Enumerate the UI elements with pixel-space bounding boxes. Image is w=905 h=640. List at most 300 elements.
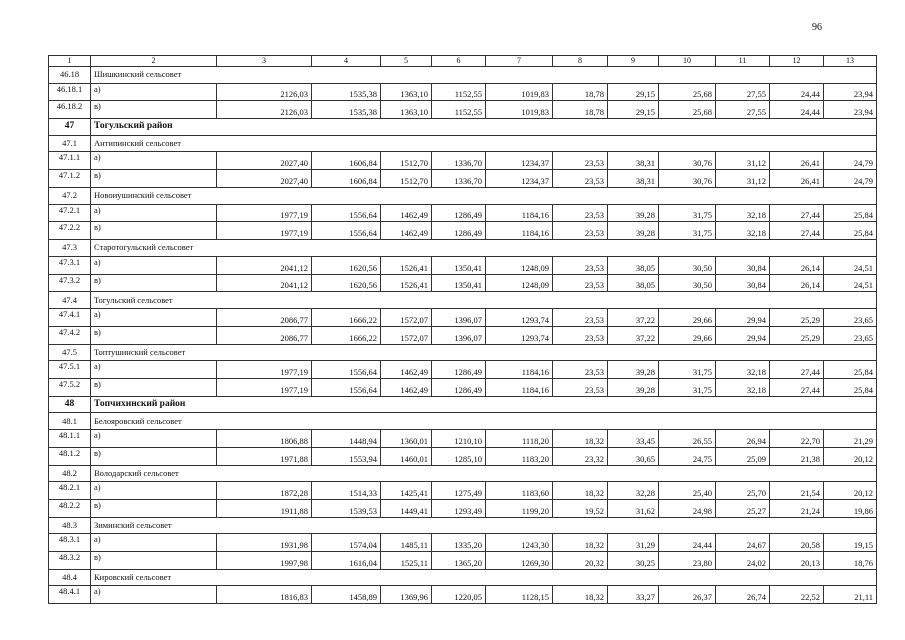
- value-cell: 30,84: [716, 256, 770, 274]
- value-cell: 38,05: [608, 256, 659, 274]
- column-header: 12: [770, 56, 824, 67]
- section-row: [49, 465, 877, 482]
- value-cell: 1931,98: [217, 534, 312, 552]
- table-row: [49, 83, 877, 101]
- column-header: 13: [824, 56, 877, 67]
- value-cell: 1512,70: [381, 152, 432, 170]
- section-name: Шишкинский сельсовет: [91, 67, 877, 84]
- value-cell: 32,18: [716, 222, 770, 240]
- value-cell: 23,80: [659, 552, 716, 570]
- row-index: 47.2: [49, 187, 91, 204]
- value-cell: 27,44: [770, 222, 824, 240]
- value-cell: 27,55: [716, 101, 770, 119]
- value-cell: 23,53: [553, 308, 608, 326]
- value-cell: 20,13: [770, 552, 824, 570]
- value-cell: 1293,74: [486, 326, 553, 344]
- value-cell: 31,75: [659, 361, 716, 379]
- value-cell: 24,79: [824, 152, 877, 170]
- value-cell: 26,14: [770, 256, 824, 274]
- value-cell: 1183,20: [486, 447, 553, 465]
- row-index: 47.1.1: [49, 152, 91, 170]
- value-cell: 21,29: [824, 429, 877, 447]
- value-cell: 24,51: [824, 274, 877, 292]
- row-index: 47.1: [49, 135, 91, 152]
- value-cell: 1574,04: [312, 534, 381, 552]
- value-cell: 1275,49: [432, 482, 486, 500]
- value-cell: 32,18: [716, 361, 770, 379]
- section-name: Топтушинский сельсовет: [91, 344, 877, 361]
- value-cell: 1816,83: [217, 586, 312, 604]
- value-cell: 24,44: [770, 83, 824, 101]
- section-row: [49, 292, 877, 309]
- value-cell: 24,75: [659, 447, 716, 465]
- value-cell: 1572,07: [381, 326, 432, 344]
- value-cell: 1620,56: [312, 256, 381, 274]
- section-name: Белояровский сельсовет: [91, 413, 877, 430]
- value-cell: 1019,83: [486, 83, 553, 101]
- row-index: 48.1: [49, 413, 91, 430]
- row-index: 48.3: [49, 517, 91, 534]
- value-cell: 24,02: [716, 552, 770, 570]
- value-cell: 26,41: [770, 152, 824, 170]
- row-index: 47: [49, 119, 91, 136]
- value-cell: 1458,89: [312, 586, 381, 604]
- value-cell: 1606,84: [312, 170, 381, 188]
- value-cell: 1616,04: [312, 552, 381, 570]
- value-cell: 1514,33: [312, 482, 381, 500]
- section-row: [49, 135, 877, 152]
- row-index: 48.3.2: [49, 552, 91, 570]
- column-header: 10: [659, 56, 716, 67]
- value-cell: 39,28: [608, 361, 659, 379]
- value-cell: 1449,41: [381, 499, 432, 517]
- row-index: 47.5: [49, 344, 91, 361]
- table-row: [49, 429, 877, 447]
- value-cell: 1539,53: [312, 499, 381, 517]
- value-cell: 1525,11: [381, 552, 432, 570]
- value-cell: 1184,16: [486, 361, 553, 379]
- table-row: [49, 274, 877, 292]
- value-cell: 2086,77: [217, 326, 312, 344]
- section-row: [49, 344, 877, 361]
- column-header: 3: [217, 56, 312, 67]
- value-cell: 25,09: [716, 447, 770, 465]
- table-row: [49, 308, 877, 326]
- value-cell: 26,74: [716, 586, 770, 604]
- value-cell: 29,15: [608, 83, 659, 101]
- value-cell: 1248,09: [486, 256, 553, 274]
- value-cell: 1336,70: [432, 170, 486, 188]
- value-cell: 26,55: [659, 429, 716, 447]
- row-label: а): [91, 534, 217, 552]
- row-index: 47.5.2: [49, 378, 91, 396]
- value-cell: 2027,40: [217, 152, 312, 170]
- value-cell: 1971,88: [217, 447, 312, 465]
- value-cell: 25,68: [659, 101, 716, 119]
- value-cell: 25,29: [770, 308, 824, 326]
- value-cell: 2041,12: [217, 274, 312, 292]
- value-cell: 1462,49: [381, 361, 432, 379]
- value-cell: 18,32: [553, 586, 608, 604]
- value-cell: 20,58: [770, 534, 824, 552]
- column-header: 2: [91, 56, 217, 67]
- table-row: [49, 152, 877, 170]
- value-cell: 1556,64: [312, 378, 381, 396]
- column-header: 6: [432, 56, 486, 67]
- value-cell: 38,05: [608, 274, 659, 292]
- value-cell: 1620,56: [312, 274, 381, 292]
- row-index: 48.4.1: [49, 586, 91, 604]
- value-cell: 1286,49: [432, 378, 486, 396]
- value-cell: 1220,05: [432, 586, 486, 604]
- value-cell: 18,76: [824, 552, 877, 570]
- value-cell: 1234,37: [486, 170, 553, 188]
- row-label: в): [91, 447, 217, 465]
- value-cell: 1462,49: [381, 378, 432, 396]
- row-label: а): [91, 361, 217, 379]
- value-cell: 37,22: [608, 326, 659, 344]
- value-cell: 23,94: [824, 83, 877, 101]
- value-cell: 1234,37: [486, 152, 553, 170]
- table-row: [49, 482, 877, 500]
- row-index: 48.2: [49, 465, 91, 482]
- value-cell: 32,28: [608, 482, 659, 500]
- section-row: [49, 187, 877, 204]
- value-cell: 25,70: [716, 482, 770, 500]
- value-cell: 23,53: [553, 152, 608, 170]
- value-cell: 1997,98: [217, 552, 312, 570]
- tariff-table: [48, 55, 877, 604]
- value-cell: 27,44: [770, 204, 824, 222]
- row-index: 46.18.2: [49, 101, 91, 119]
- value-cell: 23,53: [553, 170, 608, 188]
- row-index: 48: [49, 396, 91, 413]
- value-cell: 23,65: [824, 308, 877, 326]
- section-name: Антипинский сельсовет: [91, 135, 877, 152]
- value-cell: 1396,07: [432, 308, 486, 326]
- value-cell: 29,94: [716, 326, 770, 344]
- value-cell: 1360,01: [381, 429, 432, 447]
- row-index: 47.5.1: [49, 361, 91, 379]
- column-header: 7: [486, 56, 553, 67]
- row-label: а): [91, 482, 217, 500]
- value-cell: 1293,74: [486, 308, 553, 326]
- row-label: а): [91, 256, 217, 274]
- value-cell: 1512,70: [381, 170, 432, 188]
- row-index: 48.2.2: [49, 499, 91, 517]
- value-cell: 1977,19: [217, 222, 312, 240]
- value-cell: 2086,77: [217, 308, 312, 326]
- row-index: 47.3: [49, 240, 91, 257]
- value-cell: 1666,22: [312, 308, 381, 326]
- value-cell: 1335,20: [432, 534, 486, 552]
- section-row: [49, 517, 877, 534]
- row-label: в): [91, 101, 217, 119]
- row-index: 47.4: [49, 292, 91, 309]
- value-cell: 1243,30: [486, 534, 553, 552]
- value-cell: 23,53: [553, 361, 608, 379]
- section-row: [49, 67, 877, 84]
- value-cell: 1293,49: [432, 499, 486, 517]
- value-cell: 26,14: [770, 274, 824, 292]
- value-cell: 19,52: [553, 499, 608, 517]
- value-cell: 1460,01: [381, 447, 432, 465]
- row-index: 47.4.2: [49, 326, 91, 344]
- value-cell: 30,50: [659, 256, 716, 274]
- table-row: [49, 361, 877, 379]
- section-name: Зиминский сельсовет: [91, 517, 877, 534]
- value-cell: 1128,15: [486, 586, 553, 604]
- value-cell: 18,32: [553, 482, 608, 500]
- value-cell: 1911,88: [217, 499, 312, 517]
- value-cell: 1535,38: [312, 83, 381, 101]
- value-cell: 26,41: [770, 170, 824, 188]
- section-name: Тогульский сельсовет: [91, 292, 877, 309]
- value-cell: 1184,16: [486, 222, 553, 240]
- row-label: в): [91, 326, 217, 344]
- value-cell: 21,11: [824, 586, 877, 604]
- row-label: в): [91, 222, 217, 240]
- value-cell: 24,98: [659, 499, 716, 517]
- value-cell: 1396,07: [432, 326, 486, 344]
- value-cell: 1448,94: [312, 429, 381, 447]
- row-index: 47.2.1: [49, 204, 91, 222]
- row-label: а): [91, 204, 217, 222]
- row-label: в): [91, 552, 217, 570]
- table-header-row: [49, 56, 877, 67]
- value-cell: 27,55: [716, 83, 770, 101]
- row-label: в): [91, 499, 217, 517]
- value-cell: 30,25: [608, 552, 659, 570]
- row-label: а): [91, 308, 217, 326]
- value-cell: 1363,10: [381, 83, 432, 101]
- value-cell: 31,29: [608, 534, 659, 552]
- table-row: [49, 170, 877, 188]
- table-row: [49, 378, 877, 396]
- row-index: 48.1.1: [49, 429, 91, 447]
- row-index: 48.4: [49, 569, 91, 586]
- value-cell: 30,50: [659, 274, 716, 292]
- row-index: 46.18: [49, 67, 91, 84]
- value-cell: 31,75: [659, 222, 716, 240]
- value-cell: 2027,40: [217, 170, 312, 188]
- value-cell: 23,53: [553, 274, 608, 292]
- value-cell: 19,86: [824, 499, 877, 517]
- section-name: Новоиушинский сельсовет: [91, 187, 877, 204]
- table-row: [49, 586, 877, 604]
- row-label: в): [91, 170, 217, 188]
- value-cell: 23,53: [553, 256, 608, 274]
- table-row: [49, 101, 877, 119]
- value-cell: 21,24: [770, 499, 824, 517]
- value-cell: 24,79: [824, 170, 877, 188]
- value-cell: 22,70: [770, 429, 824, 447]
- value-cell: 1363,10: [381, 101, 432, 119]
- value-cell: 37,22: [608, 308, 659, 326]
- value-cell: 38,31: [608, 170, 659, 188]
- value-cell: 25,84: [824, 361, 877, 379]
- value-cell: 25,84: [824, 222, 877, 240]
- section-row: [49, 413, 877, 430]
- value-cell: 1606,84: [312, 152, 381, 170]
- value-cell: 31,12: [716, 170, 770, 188]
- value-cell: 25,27: [716, 499, 770, 517]
- value-cell: 2041,12: [217, 256, 312, 274]
- section-name: Володарский сельсовет: [91, 465, 877, 482]
- value-cell: 23,94: [824, 101, 877, 119]
- value-cell: 1184,16: [486, 204, 553, 222]
- value-cell: 1462,49: [381, 204, 432, 222]
- table-row: [49, 256, 877, 274]
- value-cell: 23,32: [553, 447, 608, 465]
- column-header: 4: [312, 56, 381, 67]
- district-name: Тогульский район: [91, 119, 877, 136]
- value-cell: 31,75: [659, 204, 716, 222]
- value-cell: 19,15: [824, 534, 877, 552]
- value-cell: 1269,30: [486, 552, 553, 570]
- value-cell: 18,32: [553, 534, 608, 552]
- value-cell: 1526,41: [381, 256, 432, 274]
- value-cell: 1806,88: [217, 429, 312, 447]
- value-cell: 25,29: [770, 326, 824, 344]
- value-cell: 1336,70: [432, 152, 486, 170]
- value-cell: 23,53: [553, 204, 608, 222]
- value-cell: 27,44: [770, 378, 824, 396]
- value-cell: 1152,55: [432, 101, 486, 119]
- row-label: а): [91, 83, 217, 101]
- value-cell: 1526,41: [381, 274, 432, 292]
- value-cell: 1369,96: [381, 586, 432, 604]
- value-cell: 1485,11: [381, 534, 432, 552]
- value-cell: 25,84: [824, 204, 877, 222]
- column-header: 11: [716, 56, 770, 67]
- row-index: 48.2.1: [49, 482, 91, 500]
- value-cell: 20,32: [553, 552, 608, 570]
- value-cell: 39,28: [608, 222, 659, 240]
- value-cell: 29,66: [659, 308, 716, 326]
- value-cell: 1183,60: [486, 482, 553, 500]
- row-label: а): [91, 429, 217, 447]
- value-cell: 1248,09: [486, 274, 553, 292]
- row-label: а): [91, 586, 217, 604]
- column-header: 8: [553, 56, 608, 67]
- value-cell: 1350,41: [432, 256, 486, 274]
- row-label: а): [91, 152, 217, 170]
- value-cell: 21,38: [770, 447, 824, 465]
- value-cell: 31,75: [659, 378, 716, 396]
- value-cell: 18,32: [553, 429, 608, 447]
- value-cell: 30,84: [716, 274, 770, 292]
- value-cell: 30,76: [659, 152, 716, 170]
- value-cell: 1285,10: [432, 447, 486, 465]
- table-row: [49, 447, 877, 465]
- value-cell: 1666,22: [312, 326, 381, 344]
- value-cell: 22,52: [770, 586, 824, 604]
- row-index: 47.3.2: [49, 274, 91, 292]
- table-row: [49, 204, 877, 222]
- district-name: Топчихинский район: [91, 396, 877, 413]
- value-cell: 1286,49: [432, 361, 486, 379]
- value-cell: 1572,07: [381, 308, 432, 326]
- value-cell: 1977,19: [217, 361, 312, 379]
- table-row: [49, 222, 877, 240]
- value-cell: 24,44: [770, 101, 824, 119]
- value-cell: 25,84: [824, 378, 877, 396]
- value-cell: 1365,20: [432, 552, 486, 570]
- value-cell: 1184,16: [486, 378, 553, 396]
- row-index: 48.1.2: [49, 447, 91, 465]
- value-cell: 1556,64: [312, 204, 381, 222]
- row-index: 47.4.1: [49, 308, 91, 326]
- value-cell: 2126,03: [217, 101, 312, 119]
- value-cell: 25,68: [659, 83, 716, 101]
- value-cell: 23,65: [824, 326, 877, 344]
- value-cell: 32,18: [716, 204, 770, 222]
- value-cell: 1286,49: [432, 222, 486, 240]
- value-cell: 29,15: [608, 101, 659, 119]
- section-name: Старотогульский сельсовет: [91, 240, 877, 257]
- table-row: [49, 534, 877, 552]
- value-cell: 30,76: [659, 170, 716, 188]
- value-cell: 39,28: [608, 204, 659, 222]
- value-cell: 1535,38: [312, 101, 381, 119]
- row-index: 47.3.1: [49, 256, 91, 274]
- section-row: [49, 569, 877, 586]
- value-cell: 1977,19: [217, 378, 312, 396]
- value-cell: 1210,10: [432, 429, 486, 447]
- table-row: [49, 552, 877, 570]
- value-cell: 26,37: [659, 586, 716, 604]
- value-cell: 1199,20: [486, 499, 553, 517]
- value-cell: 27,44: [770, 361, 824, 379]
- value-cell: 33,27: [608, 586, 659, 604]
- value-cell: 24,44: [659, 534, 716, 552]
- section-name: Кировский сельсовет: [91, 569, 877, 586]
- value-cell: 30,65: [608, 447, 659, 465]
- value-cell: 25,40: [659, 482, 716, 500]
- district-row: [49, 119, 877, 136]
- value-cell: 29,66: [659, 326, 716, 344]
- value-cell: 1350,41: [432, 274, 486, 292]
- row-index: 48.3.1: [49, 534, 91, 552]
- value-cell: 23,53: [553, 378, 608, 396]
- value-cell: 2126,03: [217, 83, 312, 101]
- row-index: 47.2.2: [49, 222, 91, 240]
- value-cell: 1556,64: [312, 222, 381, 240]
- table-row: [49, 326, 877, 344]
- value-cell: 20,12: [824, 482, 877, 500]
- value-cell: 1553,94: [312, 447, 381, 465]
- column-header: 9: [608, 56, 659, 67]
- value-cell: 32,18: [716, 378, 770, 396]
- value-cell: 1872,28: [217, 482, 312, 500]
- value-cell: 1425,41: [381, 482, 432, 500]
- value-cell: 29,94: [716, 308, 770, 326]
- table-row: [49, 499, 877, 517]
- row-index: 47.1.2: [49, 170, 91, 188]
- row-label: в): [91, 378, 217, 396]
- value-cell: 1286,49: [432, 204, 486, 222]
- value-cell: 21,54: [770, 482, 824, 500]
- row-label: в): [91, 274, 217, 292]
- value-cell: 24,51: [824, 256, 877, 274]
- section-row: [49, 240, 877, 257]
- value-cell: 1019,83: [486, 101, 553, 119]
- column-header: 1: [49, 56, 91, 67]
- value-cell: 23,53: [553, 326, 608, 344]
- value-cell: 1462,49: [381, 222, 432, 240]
- value-cell: 20,12: [824, 447, 877, 465]
